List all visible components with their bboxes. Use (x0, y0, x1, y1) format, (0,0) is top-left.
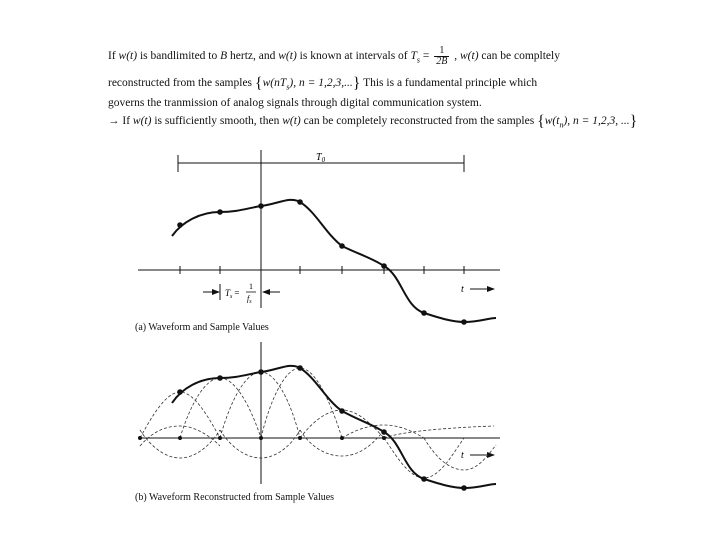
text-seg: w(t) (278, 50, 297, 63)
zero-point (382, 436, 386, 440)
text-seg: { (537, 113, 545, 130)
text-seg: w(t) (282, 115, 301, 127)
text-seg: is sufficiently smooth, then (151, 115, 283, 127)
reconstructed-waveform (172, 366, 496, 488)
text-seg: { (254, 75, 263, 92)
sample-point (421, 310, 427, 316)
text-seg: If (108, 50, 119, 63)
sample-point (177, 389, 183, 395)
zero-point (298, 436, 302, 440)
zero-point (218, 436, 222, 440)
sample-point (381, 429, 387, 435)
fraction-numerator: 1 (434, 46, 449, 57)
sample-point (258, 203, 264, 209)
text-seg: w(t) (460, 50, 479, 63)
text-seg: governs the tranmission of analog signals through digital communication system. (108, 97, 482, 109)
text-seg: is bandlimited to (137, 50, 221, 63)
ts-label: $T_s$ = (225, 288, 240, 300)
zero-point (259, 436, 263, 440)
text-seg: w(nT (262, 77, 287, 89)
sample-point (217, 209, 223, 215)
text-seg: , (451, 50, 461, 63)
sample-point (297, 199, 303, 205)
zero-point (178, 436, 182, 440)
sample-point (421, 476, 427, 482)
text-seg: ), n = 1,2,3, ... (563, 115, 630, 127)
text-seg: w(t) (132, 115, 152, 127)
text-seg: hertz, and (227, 50, 279, 63)
zero-point (340, 436, 344, 440)
caption-figure-a: (a) Waveform and Sample Values (135, 322, 269, 333)
text-seg: w(t) (118, 50, 138, 63)
period-label: $T_0$ (316, 152, 326, 164)
sample-point (297, 365, 303, 371)
sample-points (177, 199, 467, 325)
text-seg: This is a fundamental principle which (360, 77, 538, 89)
zero-point (138, 436, 142, 440)
text-seg: = (420, 50, 433, 63)
text-seg: If (119, 115, 133, 127)
text-seg: is known at intervals of (296, 50, 411, 63)
text-seg: } (629, 113, 638, 130)
sample-point (461, 319, 467, 325)
text-seg: can be completely reconstructed from the samples (300, 115, 538, 127)
text-seg: B (220, 50, 228, 63)
figure-a (138, 150, 500, 325)
fs-numerator: 1 (249, 282, 253, 291)
sample-points-b (177, 365, 467, 491)
sample-point (217, 375, 223, 381)
sample-point (258, 369, 264, 375)
sample-point (339, 408, 345, 414)
text-seg: n (559, 120, 564, 130)
text-seg: s (286, 82, 290, 92)
text-seg: } (352, 75, 361, 92)
t-label-b: t (461, 450, 464, 461)
caption-figure-b: (b) Waveform Reconstructed from Sample Values (135, 492, 335, 503)
text-seg: ), n = 1,2,3,... (289, 77, 353, 89)
waveform-curve (172, 200, 496, 322)
figure-b (138, 342, 500, 491)
sample-point (339, 243, 345, 249)
arrow-icon: → (108, 115, 120, 127)
sample-point (381, 263, 387, 269)
sample-point (177, 222, 183, 228)
text-seg: can be compltely (478, 50, 560, 63)
fraction-denominator: 2B (436, 56, 448, 67)
sample-point (461, 485, 467, 491)
t-label: t (461, 284, 464, 295)
text-seg: reconstructed from the samples (108, 77, 255, 89)
text-seg: s (416, 55, 421, 65)
text-seg: w(t (544, 115, 560, 127)
fs-denominator: $f_s$ (247, 294, 252, 305)
text-seg: T (410, 50, 417, 63)
